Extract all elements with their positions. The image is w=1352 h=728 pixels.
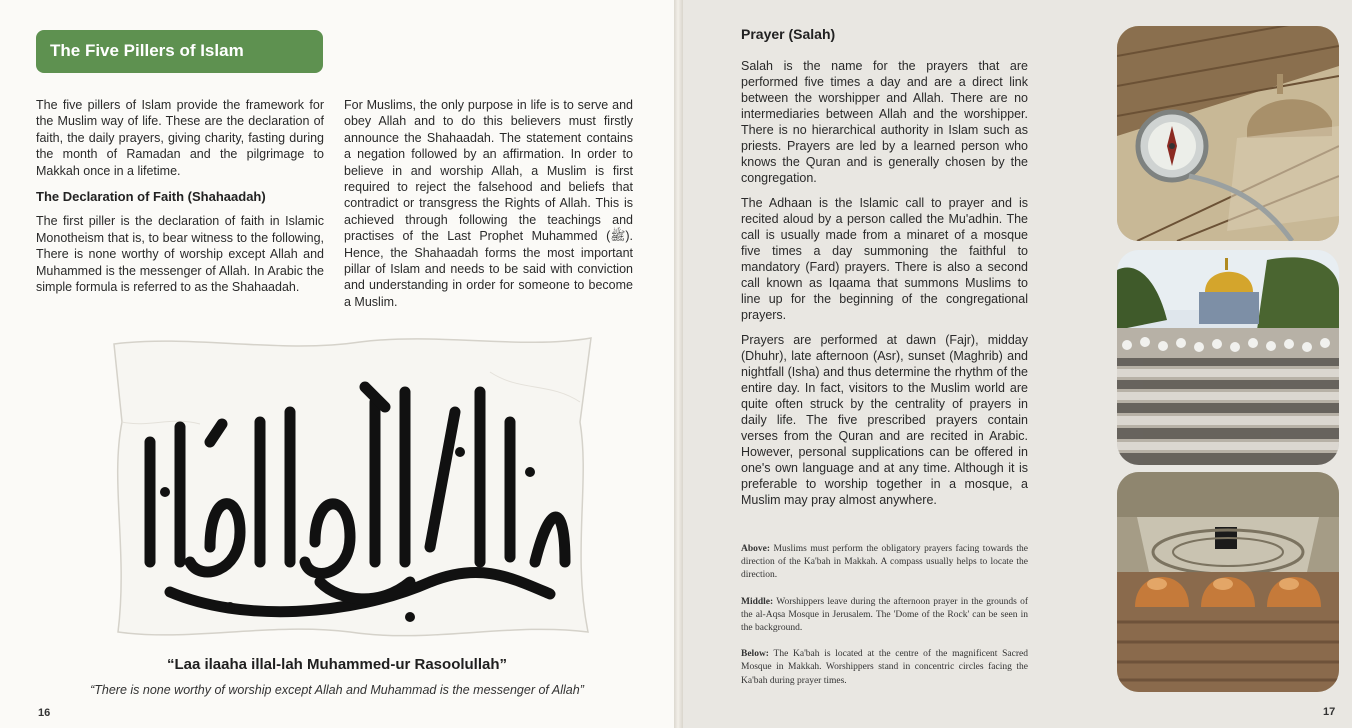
- photo-caption-middle: [741, 596, 1028, 636]
- caption-text-above: Muslims must perform the obligatory prayers facing towards the direction of the Ka'bah in Makkah. A compass usually helps to locate the direction.: [741, 544, 1028, 581]
- photo-caption-below: [741, 648, 1028, 688]
- prayer-column: [741, 24, 1028, 517]
- section-banner: The Five Pillers of Islam: [36, 30, 323, 73]
- caption-text-middle: Worshippers leave during the afternoon prayer in the grounds of the al-Aqsa Mosque in Jerusalem. The 'Dome of the Rock' can be seen in the background.: [741, 596, 1028, 634]
- declaration-heading: The Declaration of Faith (Shahaadah): [36, 189, 266, 205]
- shahaadah-caption: “Laa ilaaha illal-lah Muhammed-ur Rasoolullah”: [166, 656, 508, 673]
- purpose-paragraph: For Muslims, the only purpose in life is to serve and obey Allah and to do this believers must firstly announce the Shahaadah. The statement contains a negation followed by an affirmation. In order to believe in and worship Allah, a Muslim is first required to reject the falsehood and beliefs that contradict or transgress the Rights of Allah. This is achieved through following the teachings and practises of the Last Prophet Muhammed (ﷺ). Hence, the Shahaadah forms the most important pillar of Islam and needs to be said with conviction and understanding in order for someone to become a Muslim.: [344, 98, 633, 309]
- prayer-paragraph-1: Salah is the name for the prayers that are performed five times a day and are a direct link between the worshipper and Allah. There are no intermediaries between Allah and the worshipper. There is no hierarchical authority in Islam such as priests. Prayers are led by a learned person who knows the Quran and is generally chosen by the congregation.: [741, 59, 1028, 186]
- shahaadah-translation: “There is none worthy of worship except Allah and Muhammad is the messenger of Allah”: [90, 683, 584, 697]
- intro-paragraph: The five pillers of Islam provide the framework for the Muslim way of life. These are the declaration of faith, the daily prayers, giving charity, fasting during the month of Ramadan and the pilgrimage to Makkah once in a lifetime.: [36, 98, 324, 178]
- prayer-heading: Prayer (Salah): [741, 26, 836, 42]
- photo-captions: [741, 543, 1028, 701]
- declaration-paragraph: The first piller is the declaration of faith in Islamic Monotheism that is, to bear witness to the following, There is none worthy of worship except Allah and Muhammed is the messenger of Allah. In Arabic the simple formula is referred to as the Shahaadah.: [36, 214, 324, 295]
- caption-label-below: Below:: [741, 649, 769, 660]
- page-number-right: 17: [1323, 706, 1336, 718]
- page-number-left: 16: [38, 707, 51, 719]
- prayer-paragraph-3: Prayers are performed at dawn (Fajr), midday (Dhuhr), late afternoon (Asr), sunset (Maghrib) and nightfall (Isha) and thus determine the rhythm of the entire day. In fact, visitors to the Muslim world are quite often struck by the centrality of prayers in daily life. The five prescribed prayers contain verses from the Quran and are recited in Arabic. However, personal supplications can be offered in one's own language and at any time. Although it is preferable to worship together in a mosque, a Muslim may pray almost anywhere.: [741, 333, 1028, 508]
- caption-text-below: The Ka'bah is located at the centre of the magnificent Sacred Mosque in Makkah. Worshippers stand in concentric circles facing the Ka'bah during prayer times.: [741, 649, 1028, 686]
- kaaba-photo: [1117, 472, 1339, 692]
- prayer-paragraph-2: The Adhaan is the Islamic call to prayer and is recited aloud by a person called the Mu'adhin. The call is usually made from a minaret of a mosque five times a day summoning the faithful to mandatory (Fard) prayers. There is also a second call known as Iqaama that summons Muslims to line up for the beginning of the congregational prayers.: [741, 196, 1028, 323]
- prayer-mat-compass-photo: [1117, 26, 1339, 241]
- photo-caption-above: [741, 543, 1028, 583]
- caption-label-above: Above:: [741, 544, 771, 554]
- caption-label-middle: Middle:: [741, 596, 774, 607]
- dome-of-the-rock-photo: [1117, 250, 1339, 465]
